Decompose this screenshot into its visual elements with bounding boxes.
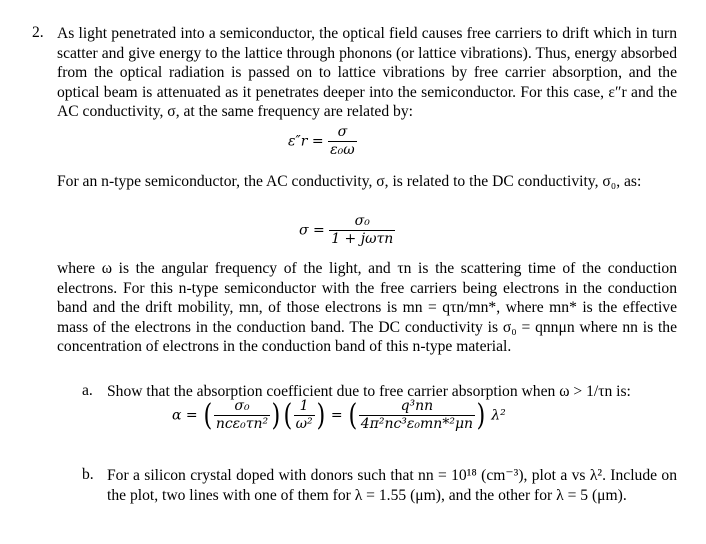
eq2-fraction bbox=[329, 213, 395, 248]
part-a-label: a. bbox=[82, 382, 93, 399]
close-paren: ) bbox=[316, 397, 325, 433]
definitions-paragraph: where ω is the angular frequency of the light, and τn is the scattering time of the conduction electrons. For this n-type semiconductor with the free carriers being electrons in the conduction band and the drift mobility, mn, of those electrons is mn = qτn/mn*, where mn* is the effective mass of the electrons in the conduction band. The DC conductivity is σ₀ = qnnμn where nn is the concentration of electrons in the conduction band of this n-type material. bbox=[57, 260, 677, 355]
eq3-f1-numerator: σ₀ bbox=[214, 398, 270, 416]
eq3-equals: = bbox=[330, 407, 343, 424]
equation-absorption-coefficient bbox=[172, 398, 506, 433]
open-paren: ( bbox=[348, 397, 358, 433]
eq1-lhs: ε″r = bbox=[288, 133, 324, 150]
open-paren: ( bbox=[283, 397, 293, 433]
eq1-numerator: σ bbox=[328, 124, 357, 142]
eq1-fraction bbox=[328, 124, 357, 159]
part-a-text: Show that the absorption coefficient due to free carrier absorption when ω > 1/τn is: bbox=[107, 383, 631, 400]
eq3-fraction-2 bbox=[294, 398, 315, 433]
equation-ac-conductivity bbox=[299, 213, 395, 248]
eq3-lhs: α = bbox=[172, 407, 198, 424]
eq3-f2-denominator: ω² bbox=[295, 416, 313, 432]
eq1-denominator: ε₀ω bbox=[330, 142, 355, 158]
eq3-f3-numerator: q³nn bbox=[359, 398, 475, 416]
eq3-fraction-1 bbox=[214, 398, 270, 433]
ntype-paragraph: For an n-type semiconductor, the AC conductivity, σ, is related to the DC conductivity, σ₀, as: bbox=[57, 173, 642, 190]
eq2-denominator: 1 + jωτn bbox=[331, 231, 394, 247]
part-b-label: b. bbox=[82, 466, 94, 483]
eq3-fraction-3 bbox=[359, 398, 475, 433]
open-paren: ( bbox=[203, 397, 213, 433]
eq2-numerator: σ₀ bbox=[329, 213, 395, 231]
eq3-tail: λ² bbox=[491, 407, 506, 424]
close-paren: ) bbox=[271, 397, 281, 433]
part-b-text: For a silicon crystal doped with donors such that nn = 10¹⁸ (cm⁻³), plot a vs λ². Include on the plot, two lines with one of them for λ = 1.55 (μm), and the other for λ = 5 (μm). bbox=[107, 467, 677, 504]
eq2-lhs: σ = bbox=[299, 222, 325, 239]
intro-paragraph: As light penetrated into a semiconductor, the optical field causes free carriers to drift which in turn scatter and give energy to the lattice through phonons (or lattice vibrations). Thus, energy absorbed from the optical radiation is passed on to lattice vibrations by free carrier absorption, and the optical beam is attenuated as it penetrates deeper into the semiconductor. For this case, ε″r and the AC conductivity, σ, at the same frequency are related by: bbox=[57, 25, 677, 120]
eq3-f3-denominator: 4π²nc³ε₀mn*²μn bbox=[360, 416, 474, 432]
problem-number: 2. bbox=[32, 24, 44, 41]
equation-permittivity bbox=[288, 124, 357, 159]
close-paren: ) bbox=[476, 397, 486, 433]
eq3-f2-numerator: 1 bbox=[294, 398, 315, 416]
eq3-f1-denominator: ncε₀τn² bbox=[215, 416, 269, 432]
